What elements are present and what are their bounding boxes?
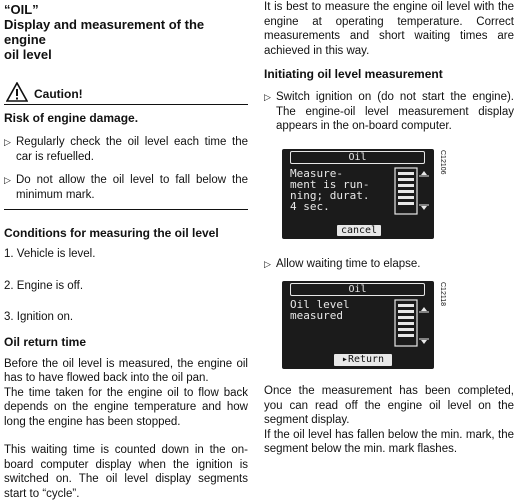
display-title: Oil bbox=[290, 151, 425, 164]
condition-item: 1. Vehicle is level. bbox=[4, 248, 96, 260]
cancel-button[interactable]: cancel bbox=[337, 225, 381, 236]
warning-triangle-icon bbox=[6, 82, 28, 102]
display-message: Oil level measured bbox=[290, 298, 350, 322]
risk-heading: Risk of engine damage. bbox=[4, 111, 139, 125]
return-paragraph: The time taken for the engine oil to flow back depends on the engine temperature and how long the engine has been stopped. bbox=[4, 386, 248, 428]
left-column bbox=[4, 0, 248, 501]
list-item bbox=[4, 173, 248, 202]
caution-label: Caution! bbox=[34, 87, 83, 101]
outro-block bbox=[264, 384, 514, 457]
bullet-triangle-icon: ▷ bbox=[4, 175, 11, 185]
section-title-line1: Display and measurement of the engine bbox=[4, 17, 205, 47]
outro-paragraph: Once the measurement has been completed, you can read off the engine oil level on the segment display. bbox=[264, 385, 514, 426]
init-heading: Initiating oil level measurement bbox=[264, 67, 443, 81]
return-paragraph: This waiting time is counted down in the on-board computer display when the ignition is switched on. The oil level display segments start to “cycle”. bbox=[4, 444, 248, 500]
bullet-triangle-icon: ▷ bbox=[264, 92, 271, 102]
return-paragraph: Before the oil level is measured, the engine oil has to have flowed back into the oil pan. bbox=[4, 357, 248, 384]
bullet-text: Regularly check the oil level each time the car is refuelled. bbox=[16, 136, 248, 163]
list-item bbox=[264, 90, 514, 134]
step-text: Switch ignition on (do not start the engine). The engine-oil level measurement display appears in the on-board computer. bbox=[276, 91, 514, 132]
condition-item: 3. Ignition on. bbox=[4, 311, 74, 323]
oil-level-segments-icon bbox=[394, 299, 430, 349]
display-message: Measure- ment is run- ning; durat. 4 sec. bbox=[290, 167, 370, 213]
outro-paragraph: If the oil level has fallen below the min. mark, the segment below the min. mark flashes. bbox=[264, 428, 514, 455]
figure-code: C12106 bbox=[439, 150, 446, 175]
return-button[interactable]: ▸Return bbox=[334, 354, 392, 366]
intro-paragraph: It is best to measure the engine oil level with the engine at operating temperature. Correct measurements and short waiting times are achieved in this way. bbox=[264, 1, 514, 57]
conditions-heading: Conditions for measuring the oil level bbox=[4, 226, 219, 240]
section-title-line2: oil level bbox=[4, 47, 52, 62]
oil-display-measuring bbox=[282, 149, 434, 239]
list-item bbox=[264, 257, 516, 272]
bullet-text: Do not allow the oil level to fall below the minimum mark. bbox=[16, 174, 248, 201]
right-column bbox=[264, 0, 514, 134]
return-time-heading: Oil return time bbox=[4, 334, 87, 349]
section-quote-title: “OIL” bbox=[4, 2, 39, 17]
list-item bbox=[4, 135, 248, 164]
step-text: Allow waiting time to elapse. bbox=[276, 258, 421, 270]
caution-header bbox=[4, 82, 248, 105]
display-title: Oil bbox=[290, 283, 425, 296]
oil-level-segments-icon bbox=[394, 167, 430, 215]
bullet-triangle-icon: ▷ bbox=[264, 259, 271, 269]
bullet-triangle-icon: ▷ bbox=[4, 137, 11, 147]
oil-display-measured bbox=[282, 281, 434, 369]
figure-code: C12118 bbox=[439, 282, 446, 307]
condition-item: 2. Engine is off. bbox=[4, 279, 84, 292]
